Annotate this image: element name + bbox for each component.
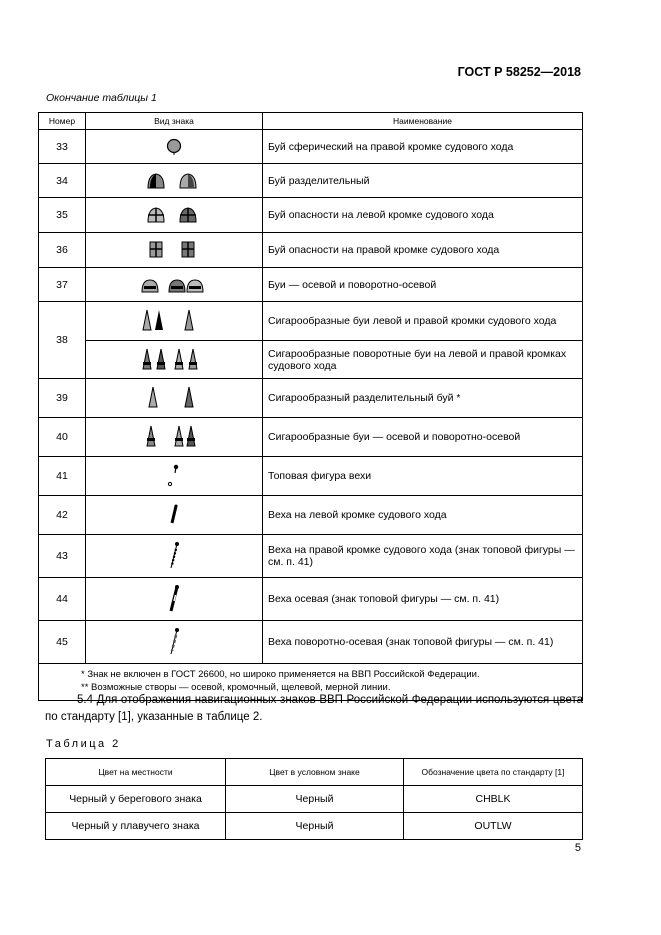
- table-row: [39, 535, 583, 578]
- row-number: 44: [39, 578, 86, 621]
- row-number: 41: [39, 457, 86, 496]
- row-number: 38: [39, 302, 86, 379]
- cell-standard-code: CHBLK: [404, 786, 583, 813]
- colors-table: [45, 758, 583, 840]
- table-row: [39, 233, 583, 268]
- column-name: Наименование: [263, 113, 583, 130]
- cell-terrain-color: Черный у берегового знака: [46, 786, 226, 813]
- cell-standard-code: OUTLW: [404, 813, 583, 840]
- table2-caption: Таблица 2: [46, 738, 121, 750]
- row-name: Буй разделительный: [263, 164, 583, 198]
- table-row: [39, 198, 583, 233]
- row-name: Буй опасности на левой кромке судового хода: [263, 198, 583, 233]
- row-name: Буи — осевой и поворотно-осевой: [263, 268, 583, 302]
- signs-table: [38, 112, 583, 701]
- row-number: 42: [39, 496, 86, 535]
- table-row: [39, 578, 583, 621]
- spar-axial-icon: [164, 584, 184, 614]
- table-row: [46, 813, 583, 840]
- row-name: Сигарообразные буи — осевой и поворотно-осевой: [263, 418, 583, 457]
- table-row: [39, 164, 583, 198]
- table-row: [39, 341, 583, 379]
- column-sign: Вид знака: [86, 113, 263, 130]
- cell-symbol-color: Черный: [226, 786, 404, 813]
- row-number: 45: [39, 621, 86, 664]
- table-row: [39, 379, 583, 418]
- table1-caption: Окончание таблицы 1: [46, 92, 157, 104]
- table-row: [39, 302, 583, 341]
- row-number: 43: [39, 535, 86, 578]
- cigar-axial-buoy-icon: [139, 424, 209, 450]
- row-name: Веха на левой кромке судового хода: [263, 496, 583, 535]
- row-name: Сигарообразный разделительный буй *: [263, 379, 583, 418]
- paragraph-5-4: 5.4 Для отображения навигационных знаков ВВП Российской Федерации используются цвета по стандарту [1], указанные в таблице 2.: [45, 694, 583, 723]
- row-name: Веха на правой кромке судового хода (знак топовой фигуры — см. п. 41): [263, 535, 583, 578]
- row-number: 37: [39, 268, 86, 302]
- axial-buoy-icon: [139, 275, 209, 295]
- table-row: [39, 418, 583, 457]
- footnote: * Знак не включен в ГОСТ 26600, но широко применяется на ВВП Российской Федерации.: [81, 669, 480, 680]
- table-row: [46, 786, 583, 813]
- spar-turning-icon: [164, 627, 184, 657]
- dividing-buoy-icon: [144, 171, 204, 191]
- row-name: Сигарообразные поворотные буи на левой и правой кромках судового хода: [263, 341, 583, 379]
- column-terrain-color: Цвет на местности: [46, 759, 226, 786]
- cell-terrain-color: Черный у плавучего знака: [46, 813, 226, 840]
- row-name: Сигарообразные буи левой и правой кромки судового хода: [263, 302, 583, 341]
- table-header-row: [46, 759, 583, 786]
- table-row: [39, 268, 583, 302]
- table-row: [39, 130, 583, 164]
- table-row: [39, 621, 583, 664]
- row-number: 33: [39, 130, 86, 164]
- row-name: Буй сферический на правой кромке судового хода: [263, 130, 583, 164]
- table-row: [39, 496, 583, 535]
- cell-symbol-color: Черный: [226, 813, 404, 840]
- spar-right-icon: [164, 541, 184, 571]
- cigar-turning-buoy-icon: [139, 347, 209, 373]
- column-symbol-color: Цвет в условном знаке: [226, 759, 404, 786]
- cigar-buoy-icon: [139, 308, 209, 334]
- column-standard-code: Обозначение цвета по стандарту [1]: [404, 759, 583, 786]
- table-row: [39, 457, 583, 496]
- column-number: Номер: [39, 113, 86, 130]
- danger-buoy-left-icon: [144, 205, 204, 225]
- row-number: 36: [39, 233, 86, 268]
- row-number: 35: [39, 198, 86, 233]
- row-name: Веха поворотно-осевая (знак топовой фигуры — см. п. 41): [263, 621, 583, 664]
- row-number: 40: [39, 418, 86, 457]
- cigar-dividing-buoy-icon: [139, 385, 209, 411]
- row-number: 34: [39, 164, 86, 198]
- footnote: ** Возможные створы — осевой, кромочный, щелевой, мерной линии.: [81, 682, 391, 693]
- row-name: Топовая фигура вехи: [263, 457, 583, 496]
- danger-buoy-right-icon: [144, 240, 204, 260]
- document-code: ГОСТ Р 58252—2018: [457, 65, 581, 79]
- topmark-icon: [164, 463, 184, 489]
- row-number: 39: [39, 379, 86, 418]
- row-name: Буй опасности на правой кромке судового хода: [263, 233, 583, 268]
- page-number: 5: [574, 842, 581, 854]
- spar-left-icon: [164, 503, 184, 527]
- table-header-row: [39, 113, 583, 130]
- spherical-buoy-icon: [164, 137, 184, 157]
- row-name: Веха осевая (знак топовой фигуры — см. п. 41): [263, 578, 583, 621]
